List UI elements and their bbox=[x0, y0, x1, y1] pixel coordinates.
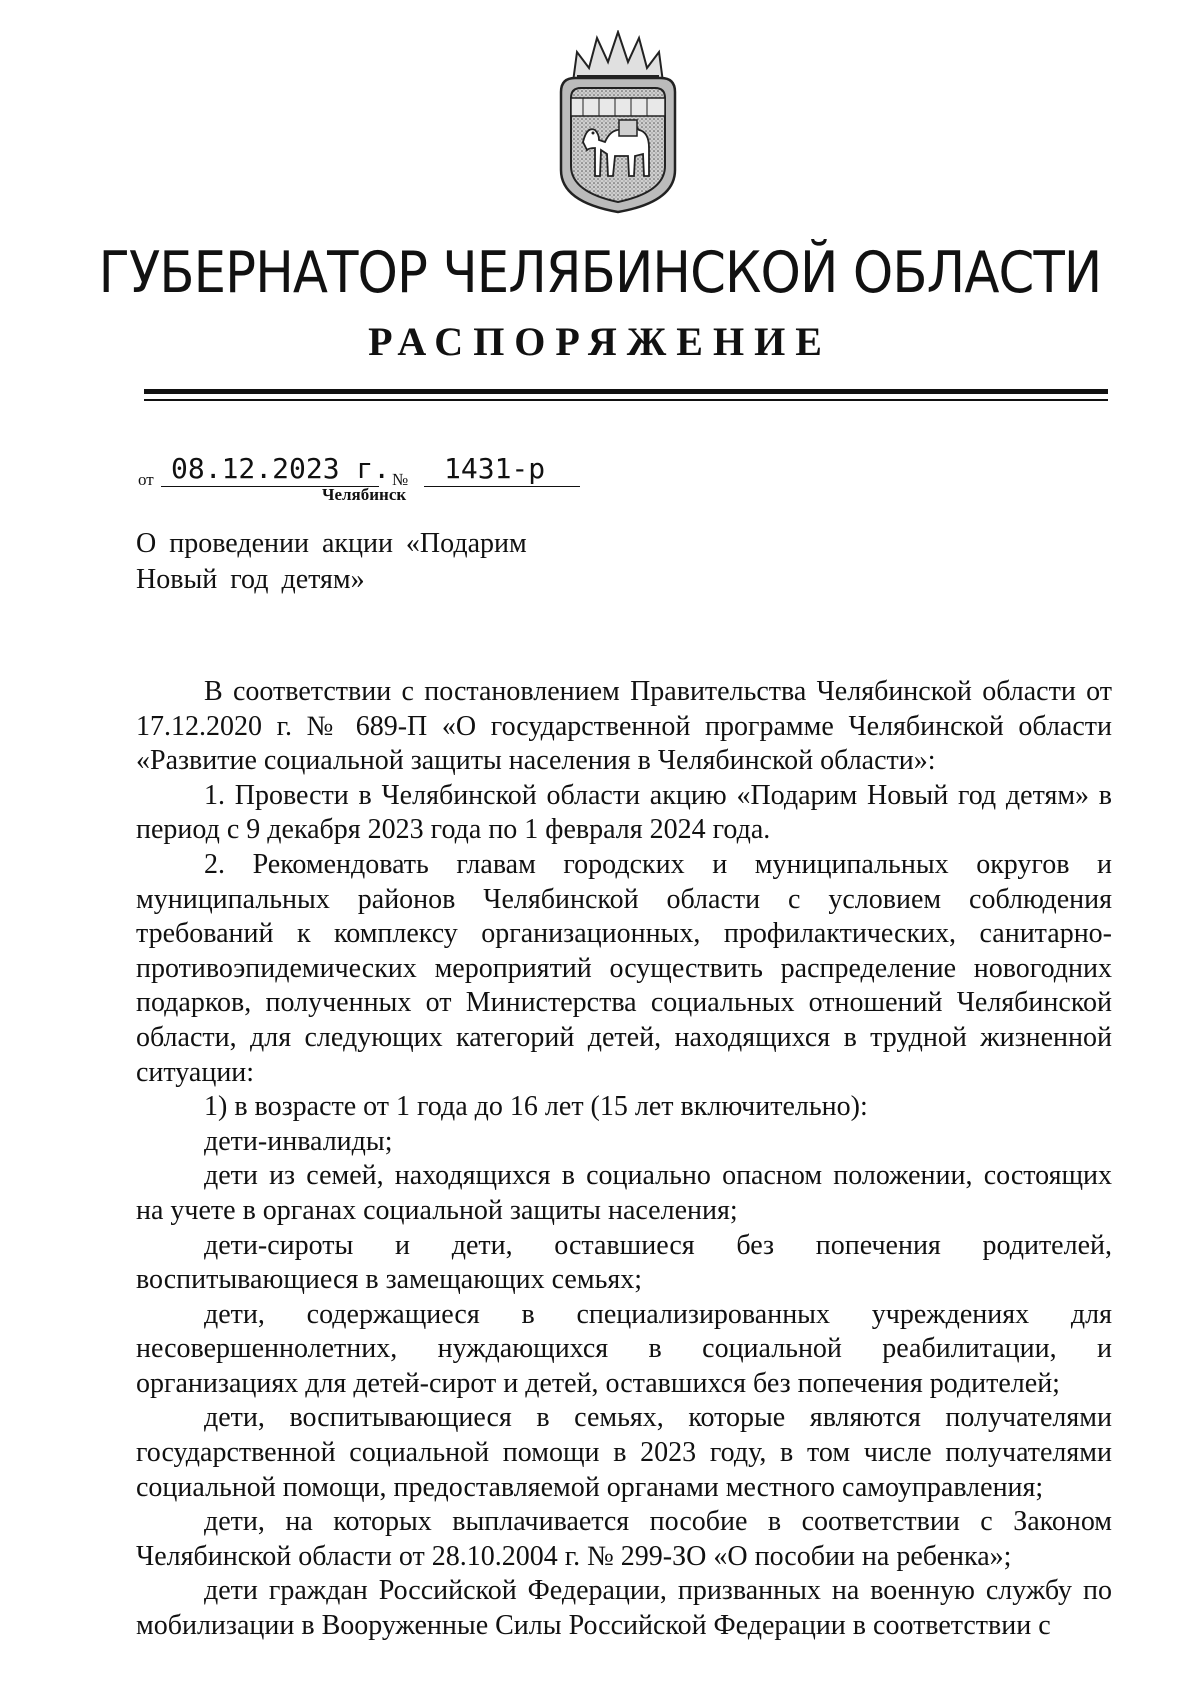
document-subject bbox=[136, 526, 616, 598]
body-paragraph: дети, воспитывающиеся в семьях, которые являются получателями государственной социальной помощи в 2023 году, в том числе получателями социальной помощи, предоставляемой органами местного самоуправления; bbox=[136, 1402, 1112, 1503]
body-paragraph: дети-инвалиды; bbox=[204, 1125, 393, 1157]
document-number: 1431-р bbox=[424, 452, 580, 487]
place-of-issue: Челябинск bbox=[322, 485, 407, 504]
body-paragraph: дети из семей, находящихся в социально опасном положении, состоящих на учете в органах социальной защиты населения; bbox=[136, 1160, 1112, 1226]
issuing-authority: ГУБЕРНАТОР ЧЕЛЯБИНСКОЙ ОБЛАСТИ bbox=[98, 240, 1102, 306]
document-type: РАСПОРЯЖЕНИЕ bbox=[368, 319, 832, 364]
subject-line: О проведении акции «Подарим bbox=[136, 528, 527, 559]
subject-line: Новый год детям» bbox=[136, 564, 365, 595]
body-paragraph: дети-сироты и дети, оставшиеся без попечения родителей, воспитывающиеся в замещающих семьях; bbox=[136, 1229, 1112, 1296]
body-paragraph: 1) в возрасте от 1 года до 16 лет (15 лет включительно): bbox=[204, 1091, 868, 1123]
date-prefix: от bbox=[138, 470, 154, 489]
body-paragraph: дети граждан Российской Федерации, призванных на военную службу по мобилизации в Вооруженные Силы Российской Федерации в соответствии с bbox=[136, 1575, 1112, 1642]
body-paragraph: В соответствии с постановлением Правительства Челябинской области от 17.12.2020 г. № 689-П «О государственной программе Челябинской области «Развитие социальной защиты населения в Челябинской области»: bbox=[136, 676, 1112, 777]
body-paragraph: 2. Рекомендовать главам городских и муниципальных округов и муниципальных районов Челябинской области с условием соблюдения требований к комплексу организационных, профилактических, санитарно-противоэпидемических мероприятий осуществить распределение новогодних подарков, полученных от Министерства социальных отношений Челябинской области, для следующих категорий детей, находящихся в трудной жизненной ситуации: bbox=[136, 848, 1112, 1088]
header-rule-thick bbox=[144, 389, 1108, 394]
document-date: 08.12.2023 г. bbox=[161, 452, 379, 487]
body-paragraph: дети, содержащиеся в специализированных учреждениях для несовершеннолетних, нуждающихся в социальной реабилитации, и организациях для детей-сирот и детей, оставшихся без попечения родителей; bbox=[136, 1298, 1112, 1399]
document-body bbox=[136, 675, 1112, 1644]
coat-of-arms-icon bbox=[553, 30, 683, 215]
body-paragraph: 1. Провести в Челябинской области акцию «Подарим Новый год детям» в период с 9 декабря 2023 года по 1 февраля 2024 года. bbox=[136, 779, 1112, 846]
body-paragraph: дети, на которых выплачивается пособие в соответствии с Законом Челябинской области от 28.10.2004 г. № 299-ЗО «О пособии на ребенка»; bbox=[136, 1506, 1112, 1572]
number-prefix: № bbox=[392, 470, 409, 489]
header-rule-thin bbox=[144, 399, 1108, 401]
